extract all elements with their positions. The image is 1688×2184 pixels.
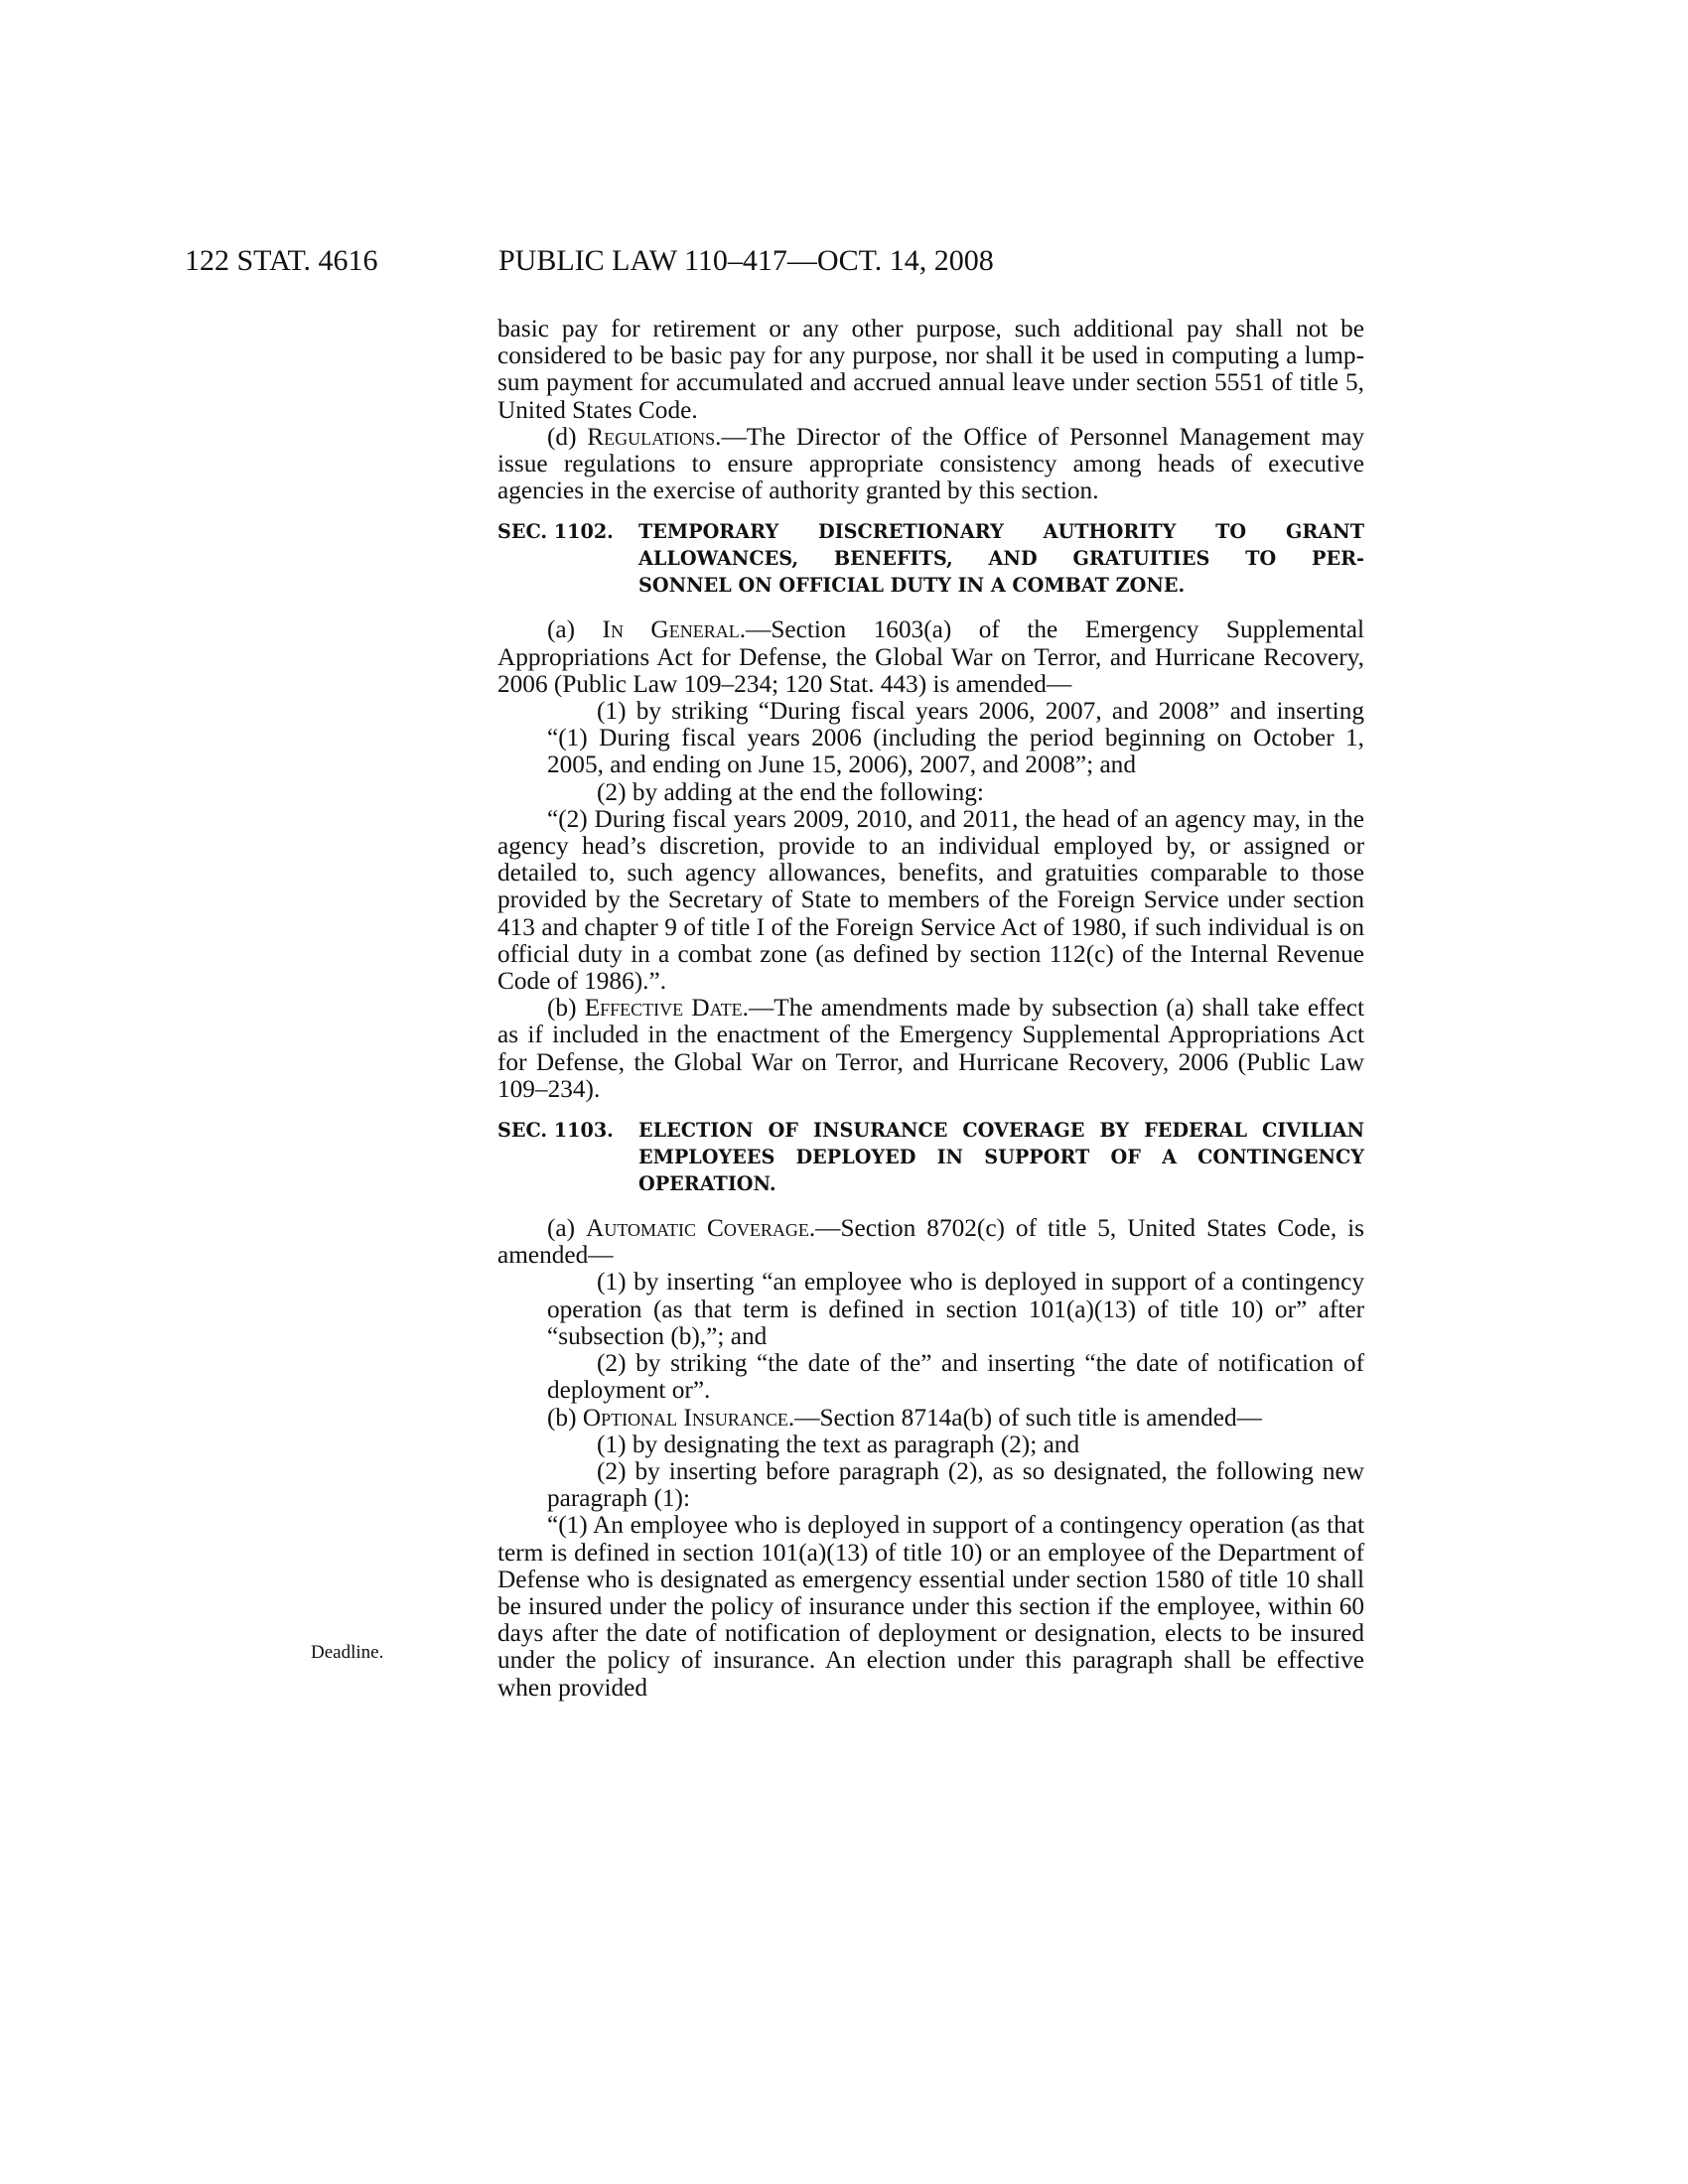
section-1103-title: [638, 1117, 1364, 1197]
section-1102-label: SEC. 1102.: [497, 520, 614, 544]
section-1102-paragraph-2: (2) by adding at the end the following:: [597, 777, 984, 806]
section-1103-title-line2: EMPLOYEES DEPLOYED IN SUPPORT OF A CONTINGENCY: [638, 1146, 1364, 1169]
section-1103-title-line1: ELECTION OF INSURANCE COVERAGE BY FEDERAL CIVILIAN: [638, 1119, 1364, 1143]
margin-note-deadline: Deadline.: [311, 1642, 384, 1663]
section-1102-title-line3: SONNEL ON OFFICIAL DUTY IN A COMBAT ZONE.: [638, 574, 1186, 598]
section-1102-title-line2: ALLOWANCES, BENEFITS, AND GRATUITIES TO PER-: [638, 547, 1364, 571]
section-1103-b-paragraph-2: (2) by inserting before paragraph (2), as so designated, the following new paragraph (1):: [547, 1456, 1364, 1513]
section-1103-b-text: —Section 8714a(b) of such title is amended—: [794, 1403, 1262, 1432]
subsection-d-number: (d): [547, 422, 577, 451]
section-1102-subsection-b: [497, 995, 1364, 1103]
subsection-d: [497, 424, 1364, 505]
statute-page-number: 122 STAT. 4616: [185, 244, 378, 277]
section-1103-title-line3: OPERATION.: [638, 1172, 776, 1196]
page-body: [497, 316, 1364, 1702]
section-1103-quoted-text: “(1) An employee who is deployed in support of a contingency operation (as that term is defined in section 101(a)(13) of title 10) or an employee of the Department of Defense who is designated as emergency essential under section 1580 of title 10 shall be insured under the policy of insurance under this section if the employee, within 60 days after the date of notification of deployment or designation, elects to be insured under the policy of insurance. An election under this paragraph shall be effective when provided: [497, 1511, 1364, 1702]
section-1103-a-number: (a): [547, 1214, 576, 1243]
section-1102-heading: [497, 518, 1364, 599]
section-1103-a-heading: Automatic Coverage.: [586, 1214, 816, 1243]
section-1103-subsection-b: [497, 1405, 1364, 1432]
section-1102-subsection-a: [497, 616, 1364, 698]
section-1103-subsection-a: [497, 1215, 1364, 1269]
section-1103-a-paragraph-1: (1) by inserting “an employee who is deployed in support of a contingency operation (as that term is defined in section 101(a)(13) of title 10) or” after “subsection (b),”; and: [547, 1268, 1364, 1350]
section-1103-b-paragraph-1: (1) by designating the text as paragraph (2); and: [597, 1430, 1080, 1458]
subsection-d-heading: Regulations.: [587, 422, 722, 451]
section-1102-title-line1: TEMPORARY DISCRETIONARY AUTHORITY TO GRANT: [638, 520, 1364, 544]
section-1103-label: SEC. 1103.: [497, 1119, 614, 1143]
section-1102-a-number: (a): [547, 615, 576, 644]
section-1103-a-text: —Section 8702(c) of title 5, United States Code, is amended—: [497, 1214, 1364, 1270]
section-1103-a-paragraph-2: (2) by striking “the date of the” and inserting “the date of notification of deployment or”.: [547, 1349, 1364, 1405]
section-1103-heading: [497, 1117, 1364, 1197]
section-1102-a-heading: In General.: [602, 615, 747, 644]
section-1102-quoted-text: “(2) During fiscal years 2009, 2010, and 2011, the head of an agency may, in the agency head’s discretion, provide to an individual employed by, or assigned or detailed to, such agency allowances, benefits, and gratuities comparable to those provided by the Secretary of State to members of the Foreign Service under section 413 and chapter 9 of title I of the Foreign Service Act of 1980, if such individual is on official duty in a combat zone (as defined by section 112(c) of the Internal Revenue Code of 1986).”.: [497, 804, 1364, 996]
section-1102-title: [638, 518, 1364, 599]
section-1103-b-number: (b): [547, 1403, 577, 1432]
section-1103-b-heading: Optional Insurance.: [582, 1403, 795, 1432]
section-1102-b-text: —The amendments made by subsection (a) shall take effect as if included in the enactment of the Emergency Supplemental Appropriations Act for Defense, the Global War on Terror, and Hurricane Recovery, 2006 (Public Law 109–234).: [497, 994, 1364, 1103]
subsection-d-text: —The Director of the Office of Personnel Management may issue regulations to ensure appropriate consistency among heads of executive agencies in the exercise of authority granted by this section.: [497, 422, 1364, 505]
section-1102-b-heading: Effective Date.: [584, 994, 749, 1023]
section-1102-b-number: (b): [547, 994, 577, 1023]
continued-paragraph: basic pay for retirement or any other purpose, such additional pay shall not be considered to be basic pay for any purpose, nor shall it be used in computing a lump-sum payment for accumulated and accrued annual leave under section 5551 of title 5, United States Code.: [497, 315, 1364, 424]
section-1102-a-text: —Section 1603(a) of the Emergency Supplemental Appropriations Act for Defense, the Global War on Terror, and Hurricane Recovery, 2006 (Public Law 109–234; 120 Stat. 443) is amended—: [497, 615, 1364, 698]
page-header: [0, 244, 1688, 284]
section-1102-paragraph-1: (1) by striking “During fiscal years 2006, 2007, and 2008” and inserting “(1) During fiscal years 2006 (including the period beginning on October 1, 2005, and ending on June 15, 2006), 2007, and 2008”; and: [547, 697, 1364, 779]
running-head: PUBLIC LAW 110–417—OCT. 14, 2008: [498, 244, 994, 277]
